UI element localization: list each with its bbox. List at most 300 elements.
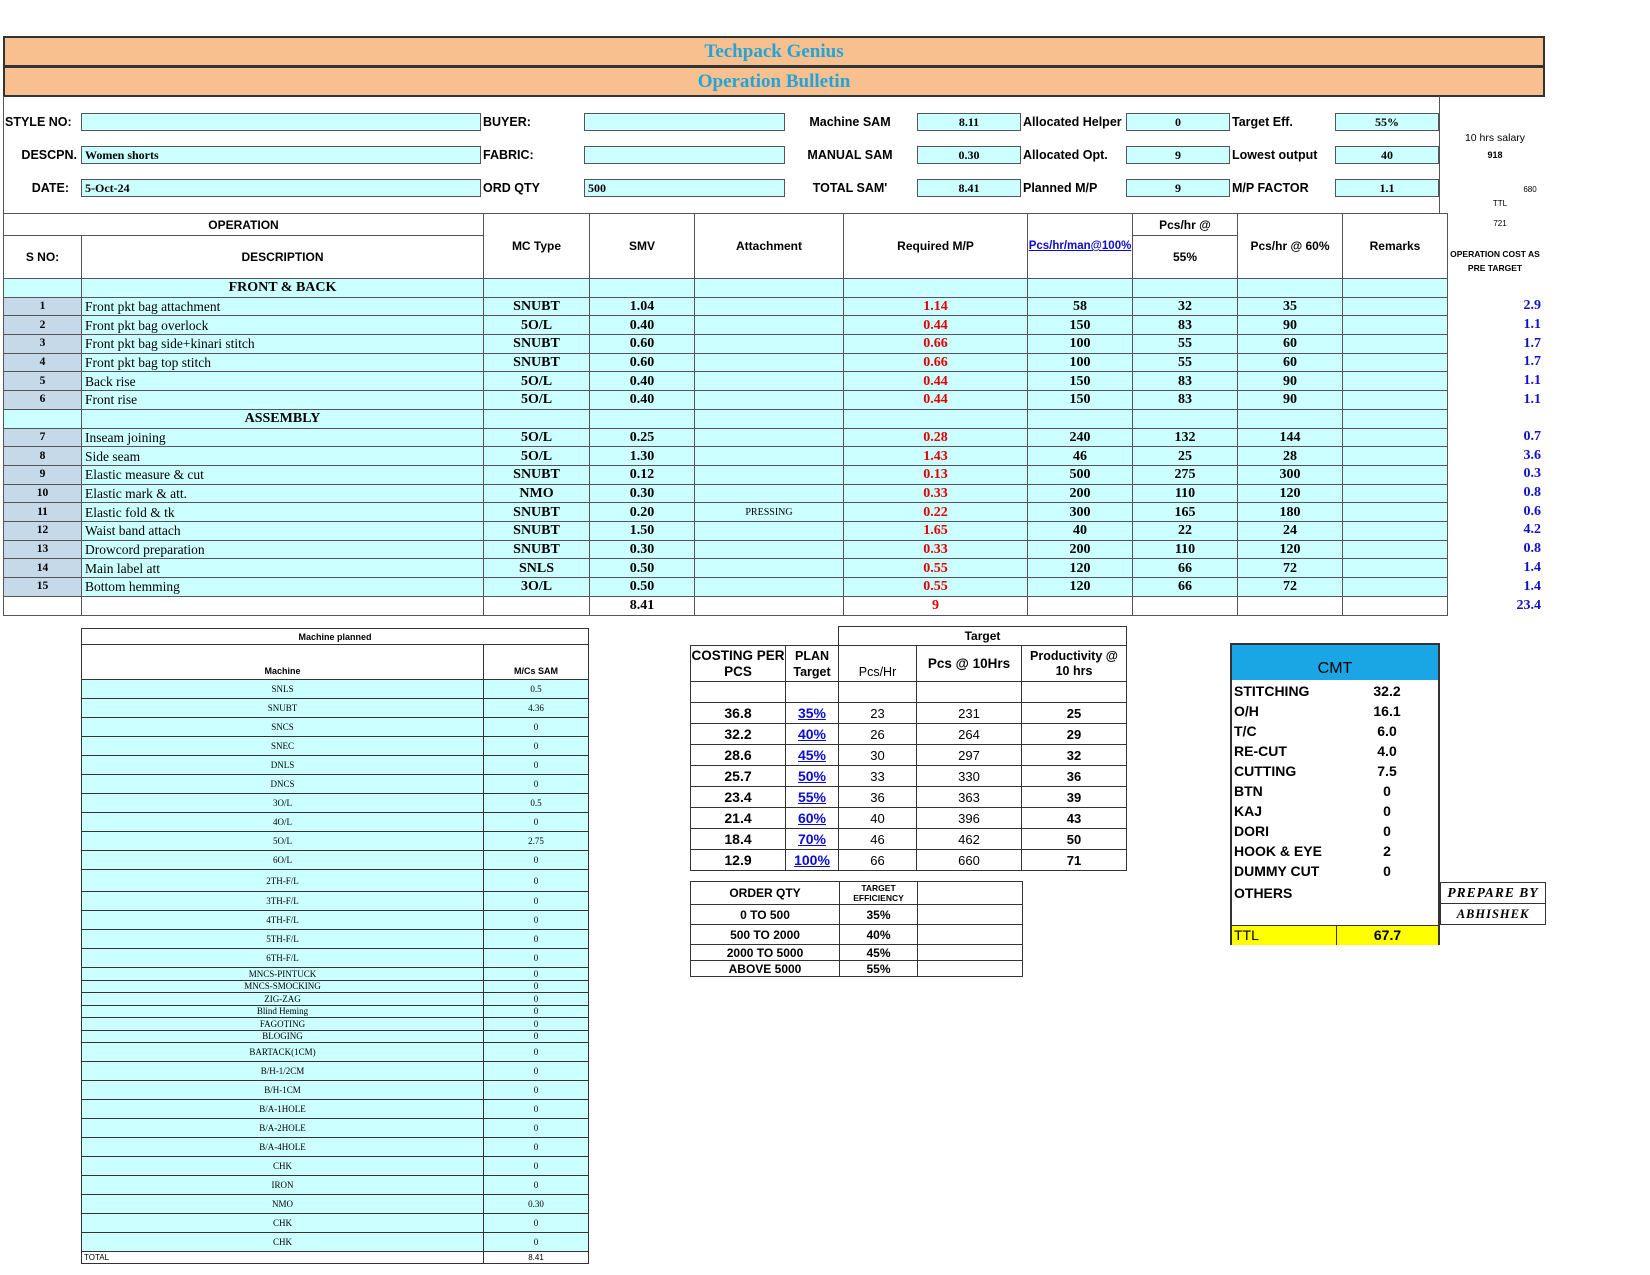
op-required-mp: 0.44 — [844, 316, 1028, 335]
cmt-item-label: DUMMY CUT — [1234, 863, 1320, 879]
op-attachment — [695, 484, 844, 503]
costing-row — [691, 850, 1127, 871]
alloc-opt-label: Allocated Opt. — [1023, 148, 1108, 162]
pcs-per-hr: 40 — [839, 808, 917, 829]
op-remarks — [1343, 521, 1448, 540]
machine-row — [82, 794, 589, 813]
plan-target-link[interactable]: 40% — [786, 724, 839, 745]
op-pcs-55: 55 — [1133, 335, 1238, 354]
machine-row — [82, 1030, 589, 1043]
op-required-mp: 0.13 — [844, 465, 1028, 484]
op-description: Elastic mark & att. — [82, 484, 484, 503]
pcs-per-hr: 46 — [839, 829, 917, 850]
op-cost-value: 1.1 — [1523, 391, 1541, 407]
op-required-mp: 0.44 — [844, 372, 1028, 391]
op-required-mp: 1.65 — [844, 521, 1028, 540]
op-attachment — [695, 297, 844, 316]
plan-target-link[interactable]: 45% — [786, 745, 839, 766]
cmt-item-label: BTN — [1234, 783, 1263, 799]
op-pcs-60: 72 — [1238, 578, 1343, 597]
op-pcs-60: 72 — [1238, 559, 1343, 578]
op-pcs-60: 300 — [1238, 465, 1343, 484]
machine-col-header: Machine — [82, 645, 484, 680]
plan-target-link[interactable]: 70% — [786, 829, 839, 850]
operation-row — [4, 559, 1448, 578]
op-pcs-60: 60 — [1238, 353, 1343, 372]
order-row — [691, 905, 1023, 925]
op-remarks — [1343, 559, 1448, 578]
op-cost-value: 1.1 — [1523, 372, 1541, 388]
machine-total-value: 8.41 — [484, 1252, 589, 1264]
op-smv: 0.25 — [590, 428, 695, 447]
section-row — [4, 409, 1448, 428]
machine-name: ZIG-ZAG — [82, 993, 484, 1006]
op-smv: 0.20 — [590, 503, 695, 522]
pcs-per-hr: 33 — [839, 766, 917, 787]
costing-table — [690, 626, 1127, 871]
plan-col-header: PLAN Target — [786, 646, 839, 682]
op-sno: 11 — [4, 503, 82, 522]
cmt-item-value — [1337, 881, 1437, 905]
op-pcs-60: 120 — [1238, 484, 1343, 503]
op-pcs-100: 500 — [1028, 465, 1133, 484]
op-cost-total: 23.4 — [1516, 598, 1541, 614]
op-pcs-60: 24 — [1238, 521, 1343, 540]
op-smv: 0.50 — [590, 578, 695, 597]
cmt-row — [1233, 701, 1437, 721]
plan-target-link[interactable]: 55% — [786, 787, 839, 808]
costing-per-pcs: 23.4 — [691, 787, 786, 808]
op-remarks — [1343, 297, 1448, 316]
op-sno: 6 — [4, 391, 82, 410]
op-smv: 0.30 — [590, 540, 695, 559]
op-sno: 15 — [4, 578, 82, 597]
op-required-mp: 0.33 — [844, 540, 1028, 559]
ttl-side-value: 721 — [1493, 218, 1507, 228]
buyer-field[interactable] — [584, 113, 785, 131]
op-pcs-55: 83 — [1133, 372, 1238, 391]
op-pcs-100: 46 — [1028, 447, 1133, 466]
machine-name: SNUBT — [82, 699, 484, 718]
cmt-item-value: 16.1 — [1373, 703, 1401, 719]
plan-target-link[interactable]: 35% — [786, 703, 839, 724]
machine-row — [82, 968, 589, 981]
op-pcs-60: 28 — [1238, 447, 1343, 466]
machine-row — [82, 851, 589, 870]
pcs-60-header: Pcs/hr @ 60% — [1238, 214, 1343, 279]
required-mp-header: Required M/P — [844, 214, 1028, 279]
op-description: Waist band attach — [82, 521, 484, 540]
op-attachment — [695, 521, 844, 540]
machine-sam: 0 — [484, 911, 589, 930]
order-row — [691, 961, 1023, 977]
total-required-mp: 9 — [844, 596, 1028, 615]
productivity: 71 — [1022, 850, 1127, 871]
op-mc-type: SNUBT — [484, 353, 590, 372]
machine-sam: 2.75 — [484, 832, 589, 851]
machine-name: Blind Heming — [82, 1005, 484, 1018]
machine-sam: 0 — [484, 851, 589, 870]
op-sno: 14 — [4, 559, 82, 578]
pcs-per-hr: 23 — [839, 703, 917, 724]
op-sno: 7 — [4, 428, 82, 447]
machine-name: B/A-4HOLE — [82, 1138, 484, 1157]
machine-row — [82, 930, 589, 949]
total-sam-value[interactable]: 8.41 — [917, 179, 1021, 197]
op-pcs-100: 300 — [1028, 503, 1133, 522]
machine-name: 2TH-F/L — [82, 870, 484, 892]
machine-row — [82, 1233, 589, 1252]
date-field[interactable]: 5-Oct-24 — [81, 179, 481, 197]
productivity: 36 — [1022, 766, 1127, 787]
lowest-output-label: Lowest output — [1232, 148, 1318, 162]
operation-row — [4, 484, 1448, 503]
op-required-mp: 1.43 — [844, 447, 1028, 466]
op-pcs-100: 58 — [1028, 297, 1133, 316]
machine-name: MNCS-SMOCKING — [82, 980, 484, 993]
machine-sam: 0 — [484, 1157, 589, 1176]
order-qty-header: ORDER QTY — [691, 882, 840, 905]
op-required-mp: 0.55 — [844, 559, 1028, 578]
machine-name: 3TH-F/L — [82, 892, 484, 911]
op-mc-type: 5O/L — [484, 316, 590, 335]
style-label: STYLE NO: — [5, 115, 72, 129]
op-pcs-100: 100 — [1028, 335, 1133, 354]
op-pcs-60: 90 — [1238, 372, 1343, 391]
op-required-mp: 0.66 — [844, 353, 1028, 372]
order-qty-range: 0 TO 500 — [691, 905, 840, 925]
costing-per-pcs: 36.8 — [691, 703, 786, 724]
opcost-label-1: OPERATION COST AS — [1450, 249, 1540, 259]
operation-row — [4, 447, 1448, 466]
operation-header: OPERATION — [4, 214, 484, 236]
costing-row — [691, 787, 1127, 808]
fabric-field[interactable] — [584, 146, 785, 164]
cmt-row — [1233, 741, 1437, 761]
operation-row — [4, 316, 1448, 335]
op-description: Front pkt bag attachment — [82, 297, 484, 316]
op-required-mp: 0.55 — [844, 578, 1028, 597]
op-remarks — [1343, 428, 1448, 447]
cmt-item-value: 0 — [1383, 863, 1391, 879]
description-header: DESCRIPTION — [82, 236, 484, 279]
op-required-mp: 0.66 — [844, 335, 1028, 354]
cmt-item-label: HOOK & EYE — [1234, 843, 1322, 859]
op-mc-type: SNUBT — [484, 297, 590, 316]
machine-row — [82, 1081, 589, 1100]
op-smv: 1.50 — [590, 521, 695, 540]
op-pcs-55: 275 — [1133, 465, 1238, 484]
pcs-10hrs: 297 — [917, 745, 1022, 766]
operation-row — [4, 353, 1448, 372]
machine-name: IRON — [82, 1176, 484, 1195]
op-pcs-55: 22 — [1133, 521, 1238, 540]
op-cost-value: 0.8 — [1523, 485, 1541, 501]
op-mc-type: 5O/L — [484, 391, 590, 410]
op-description: Front pkt bag side+kinari stitch — [82, 335, 484, 354]
op-mc-type: 5O/L — [484, 447, 590, 466]
target-eff-value[interactable]: 55% — [1335, 113, 1439, 131]
cmt-total-label: TTL — [1234, 927, 1259, 943]
op-mc-type: NMO — [484, 484, 590, 503]
plan-target-link[interactable]: 100% — [786, 850, 839, 871]
machine-name: NMO — [82, 1195, 484, 1214]
op-pcs-60: 144 — [1238, 428, 1343, 447]
target-header: Target — [839, 627, 1127, 646]
salary-label: 10 hrs salary — [1464, 132, 1526, 144]
machine-sam: 0 — [484, 1081, 589, 1100]
op-mc-type: SNLS — [484, 559, 590, 578]
operation-row — [4, 503, 1448, 522]
op-sno: 13 — [4, 540, 82, 559]
op-pcs-100: 40 — [1028, 521, 1133, 540]
machine-row — [82, 1195, 589, 1214]
plan-target-link[interactable]: 60% — [786, 808, 839, 829]
buyer-label: BUYER: — [483, 115, 531, 129]
cmt-item-label: O/H — [1234, 703, 1259, 719]
op-attachment — [695, 465, 844, 484]
mc-type-header: MC Type — [484, 214, 590, 279]
op-description: Side seam — [82, 447, 484, 466]
planned-mp-value[interactable]: 9 — [1126, 179, 1230, 197]
fabric-label: FABRIC: — [483, 148, 534, 162]
op-sno: 3 — [4, 335, 82, 354]
ordqty-field[interactable]: 500 — [584, 179, 785, 197]
machine-sam: 0 — [484, 930, 589, 949]
machine-row — [82, 1157, 589, 1176]
smv-header: SMV — [590, 214, 695, 279]
machine-name: B/A-2HOLE — [82, 1119, 484, 1138]
app-title: Techpack Genius — [704, 40, 844, 62]
op-pcs-100: 200 — [1028, 540, 1133, 559]
costing-per-pcs: 21.4 — [691, 808, 786, 829]
mp-factor-label: M/P FACTOR — [1232, 181, 1309, 195]
operation-row — [4, 372, 1448, 391]
plan-target-link[interactable]: 50% — [786, 766, 839, 787]
pcs-55-header: 55% — [1133, 236, 1238, 279]
op-description: Front rise — [82, 391, 484, 410]
op-sno: 2 — [4, 316, 82, 335]
op-cost-value: 1.4 — [1523, 578, 1541, 594]
op-attachment — [695, 372, 844, 391]
op-cost-value: 0.3 — [1523, 466, 1541, 482]
op-attachment: PRESSING — [695, 503, 844, 522]
order-target-eff: 35% — [840, 905, 918, 925]
op-smv: 0.40 — [590, 316, 695, 335]
costing-row — [691, 745, 1127, 766]
op-cost-value: 1.7 — [1523, 335, 1541, 351]
op-sno: 4 — [4, 353, 82, 372]
pcshr-col-header: Pcs/Hr — [839, 646, 917, 682]
op-pcs-60: 90 — [1238, 391, 1343, 410]
machine-sam-label: Machine SAM — [809, 115, 891, 129]
cmt-table — [1233, 681, 1437, 905]
machine-sam: 0 — [484, 756, 589, 775]
op-description: Bottom hemming — [82, 578, 484, 597]
op-smv: 0.30 — [590, 484, 695, 503]
machine-name: B/A-1HOLE — [82, 1100, 484, 1119]
pcs-10hrs: 396 — [917, 808, 1022, 829]
machine-sam: 0 — [484, 1176, 589, 1195]
pcs-10hrs: 330 — [917, 766, 1022, 787]
op-remarks — [1343, 316, 1448, 335]
machine-sam: 0 — [484, 1043, 589, 1062]
productivity: 50 — [1022, 829, 1127, 850]
op-pcs-100: 120 — [1028, 559, 1133, 578]
sno-header: S NO: — [4, 236, 82, 279]
machine-row — [82, 680, 589, 699]
order-qty-range: ABOVE 5000 — [691, 961, 840, 977]
op-pcs-100: 150 — [1028, 316, 1133, 335]
op-cost-value: 0.6 — [1523, 503, 1541, 519]
cmt-row — [1233, 721, 1437, 741]
machine-sam: 0 — [484, 1062, 589, 1081]
machine-name: CHK — [82, 1214, 484, 1233]
style-field[interactable] — [81, 113, 481, 131]
total-smv: 8.41 — [590, 596, 695, 615]
op-pcs-100: 120 — [1028, 578, 1133, 597]
machine-sam: 0 — [484, 813, 589, 832]
op-description: Inseam joining — [82, 428, 484, 447]
pcs-man-header[interactable]: Pcs/hr/man@100% — [1028, 214, 1133, 279]
machine-row — [82, 1119, 589, 1138]
pcs-10hrs: 363 — [917, 787, 1022, 808]
machine-sam: 0 — [484, 892, 589, 911]
costing-per-pcs: 32.2 — [691, 724, 786, 745]
machine-planned-table — [81, 628, 589, 1264]
op-mc-type: SNUBT — [484, 521, 590, 540]
productivity: 32 — [1022, 745, 1127, 766]
opcost-label-2: PRE TARGET — [1467, 263, 1523, 273]
op-description: Front pkt bag overlock — [82, 316, 484, 335]
manual-sam-value[interactable]: 0.30 — [917, 146, 1021, 164]
machine-row — [82, 949, 589, 968]
op-pcs-60: 90 — [1238, 316, 1343, 335]
cmt-row — [1233, 821, 1437, 841]
op-description: Elastic measure & cut — [82, 465, 484, 484]
prepare-by-name: ABHISHEK — [1440, 903, 1546, 925]
machine-name: FAGOTING — [82, 1018, 484, 1031]
subtitle-band — [3, 66, 1545, 97]
date-label: DATE: — [31, 181, 69, 195]
machine-row — [82, 699, 589, 718]
alloc-opt-value[interactable]: 9 — [1126, 146, 1230, 164]
machine-row — [82, 1005, 589, 1018]
cmt-item-value: 4.0 — [1377, 743, 1397, 759]
sheet-subtitle: Operation Bulletin — [697, 70, 851, 92]
order-row — [691, 945, 1023, 961]
order-qty-range: 500 TO 2000 — [691, 925, 840, 945]
op-remarks — [1343, 503, 1448, 522]
operation-row — [4, 578, 1448, 597]
cmt-title: CMT — [1232, 645, 1438, 680]
op-cost-value: 1.7 — [1523, 354, 1541, 370]
mp-factor-value[interactable]: 1.1 — [1335, 179, 1439, 197]
machine-name: 6O/L — [82, 851, 484, 870]
op-mc-type: 5O/L — [484, 428, 590, 447]
machine-row — [82, 1176, 589, 1195]
machine-row — [82, 980, 589, 993]
machine-sam: 0 — [484, 870, 589, 892]
op-pcs-60: 120 — [1238, 540, 1343, 559]
productivity: 39 — [1022, 787, 1127, 808]
costing-per-pcs: 25.7 — [691, 766, 786, 787]
cmt-row — [1233, 881, 1437, 905]
machine-total-label: TOTAL — [82, 1252, 484, 1264]
pcs-10hrs: 264 — [917, 724, 1022, 745]
lowest-output-value[interactable]: 40 — [1335, 146, 1439, 164]
machine-name: 3O/L — [82, 794, 484, 813]
machine-row — [82, 1062, 589, 1081]
costing-per-pcs: 28.6 — [691, 745, 786, 766]
pcs10-col-header: Pcs @ 10Hrs — [917, 646, 1022, 682]
op-pcs-60: 35 — [1238, 297, 1343, 316]
alloc-helper-value[interactable]: 0 — [1126, 113, 1230, 131]
cmt-item-value: 7.5 — [1377, 763, 1397, 779]
costing-row — [691, 808, 1127, 829]
machine-name: 6TH-F/L — [82, 949, 484, 968]
op-cost-value: 0.7 — [1523, 429, 1541, 444]
machine-row — [82, 1214, 589, 1233]
op-pcs-55: 25 — [1133, 447, 1238, 466]
costing-per-pcs: 18.4 — [691, 829, 786, 850]
machine-row — [82, 775, 589, 794]
op-attachment — [695, 353, 844, 372]
operation-row — [4, 540, 1448, 559]
op-pcs-55: 55 — [1133, 353, 1238, 372]
machine-name: CHK — [82, 1233, 484, 1252]
cmt-item-label: DORI — [1234, 823, 1269, 839]
op-cost-value: 3.6 — [1523, 447, 1541, 463]
operation-row — [4, 465, 1448, 484]
cmt-item-value: 0 — [1383, 803, 1391, 819]
op-cost-value: 4.2 — [1523, 522, 1541, 538]
section-title: FRONT & BACK — [82, 279, 484, 298]
machine-row — [82, 1043, 589, 1062]
op-pcs-100: 150 — [1028, 372, 1133, 391]
pcs-at-header: Pcs/hr @ — [1133, 214, 1238, 236]
pcs-10hrs: 660 — [917, 850, 1022, 871]
op-mc-type: SNUBT — [484, 465, 590, 484]
op-sno: 9 — [4, 465, 82, 484]
machine-row — [82, 737, 589, 756]
op-required-mp: 1.14 — [844, 297, 1028, 316]
machine-sam-value[interactable]: 8.11 — [917, 113, 1021, 131]
machine-name: SNCS — [82, 718, 484, 737]
op-attachment — [695, 316, 844, 335]
op-required-mp: 0.44 — [844, 391, 1028, 410]
op-cost-value: 0.8 — [1523, 541, 1541, 557]
op-sno: 5 — [4, 372, 82, 391]
op-sno: 10 — [4, 484, 82, 503]
descpn-field[interactable]: Women shorts — [81, 146, 481, 164]
machine-name: DNLS — [82, 756, 484, 775]
machine-sam: 0 — [484, 980, 589, 993]
op-remarks — [1343, 335, 1448, 354]
machine-sam: 0 — [484, 775, 589, 794]
op-remarks — [1343, 447, 1448, 466]
cmt-item-label: RE-CUT — [1234, 743, 1287, 759]
machine-name: 5O/L — [82, 832, 484, 851]
op-description: Back rise — [82, 372, 484, 391]
machine-row — [82, 993, 589, 1006]
manual-sam-label: MANUAL SAM — [807, 148, 893, 162]
op-pcs-55: 66 — [1133, 578, 1238, 597]
pcs-per-hr: 26 — [839, 724, 917, 745]
machine-name: SNEC — [82, 737, 484, 756]
op-smv: 0.60 — [590, 353, 695, 372]
pcs-per-hr: 30 — [839, 745, 917, 766]
